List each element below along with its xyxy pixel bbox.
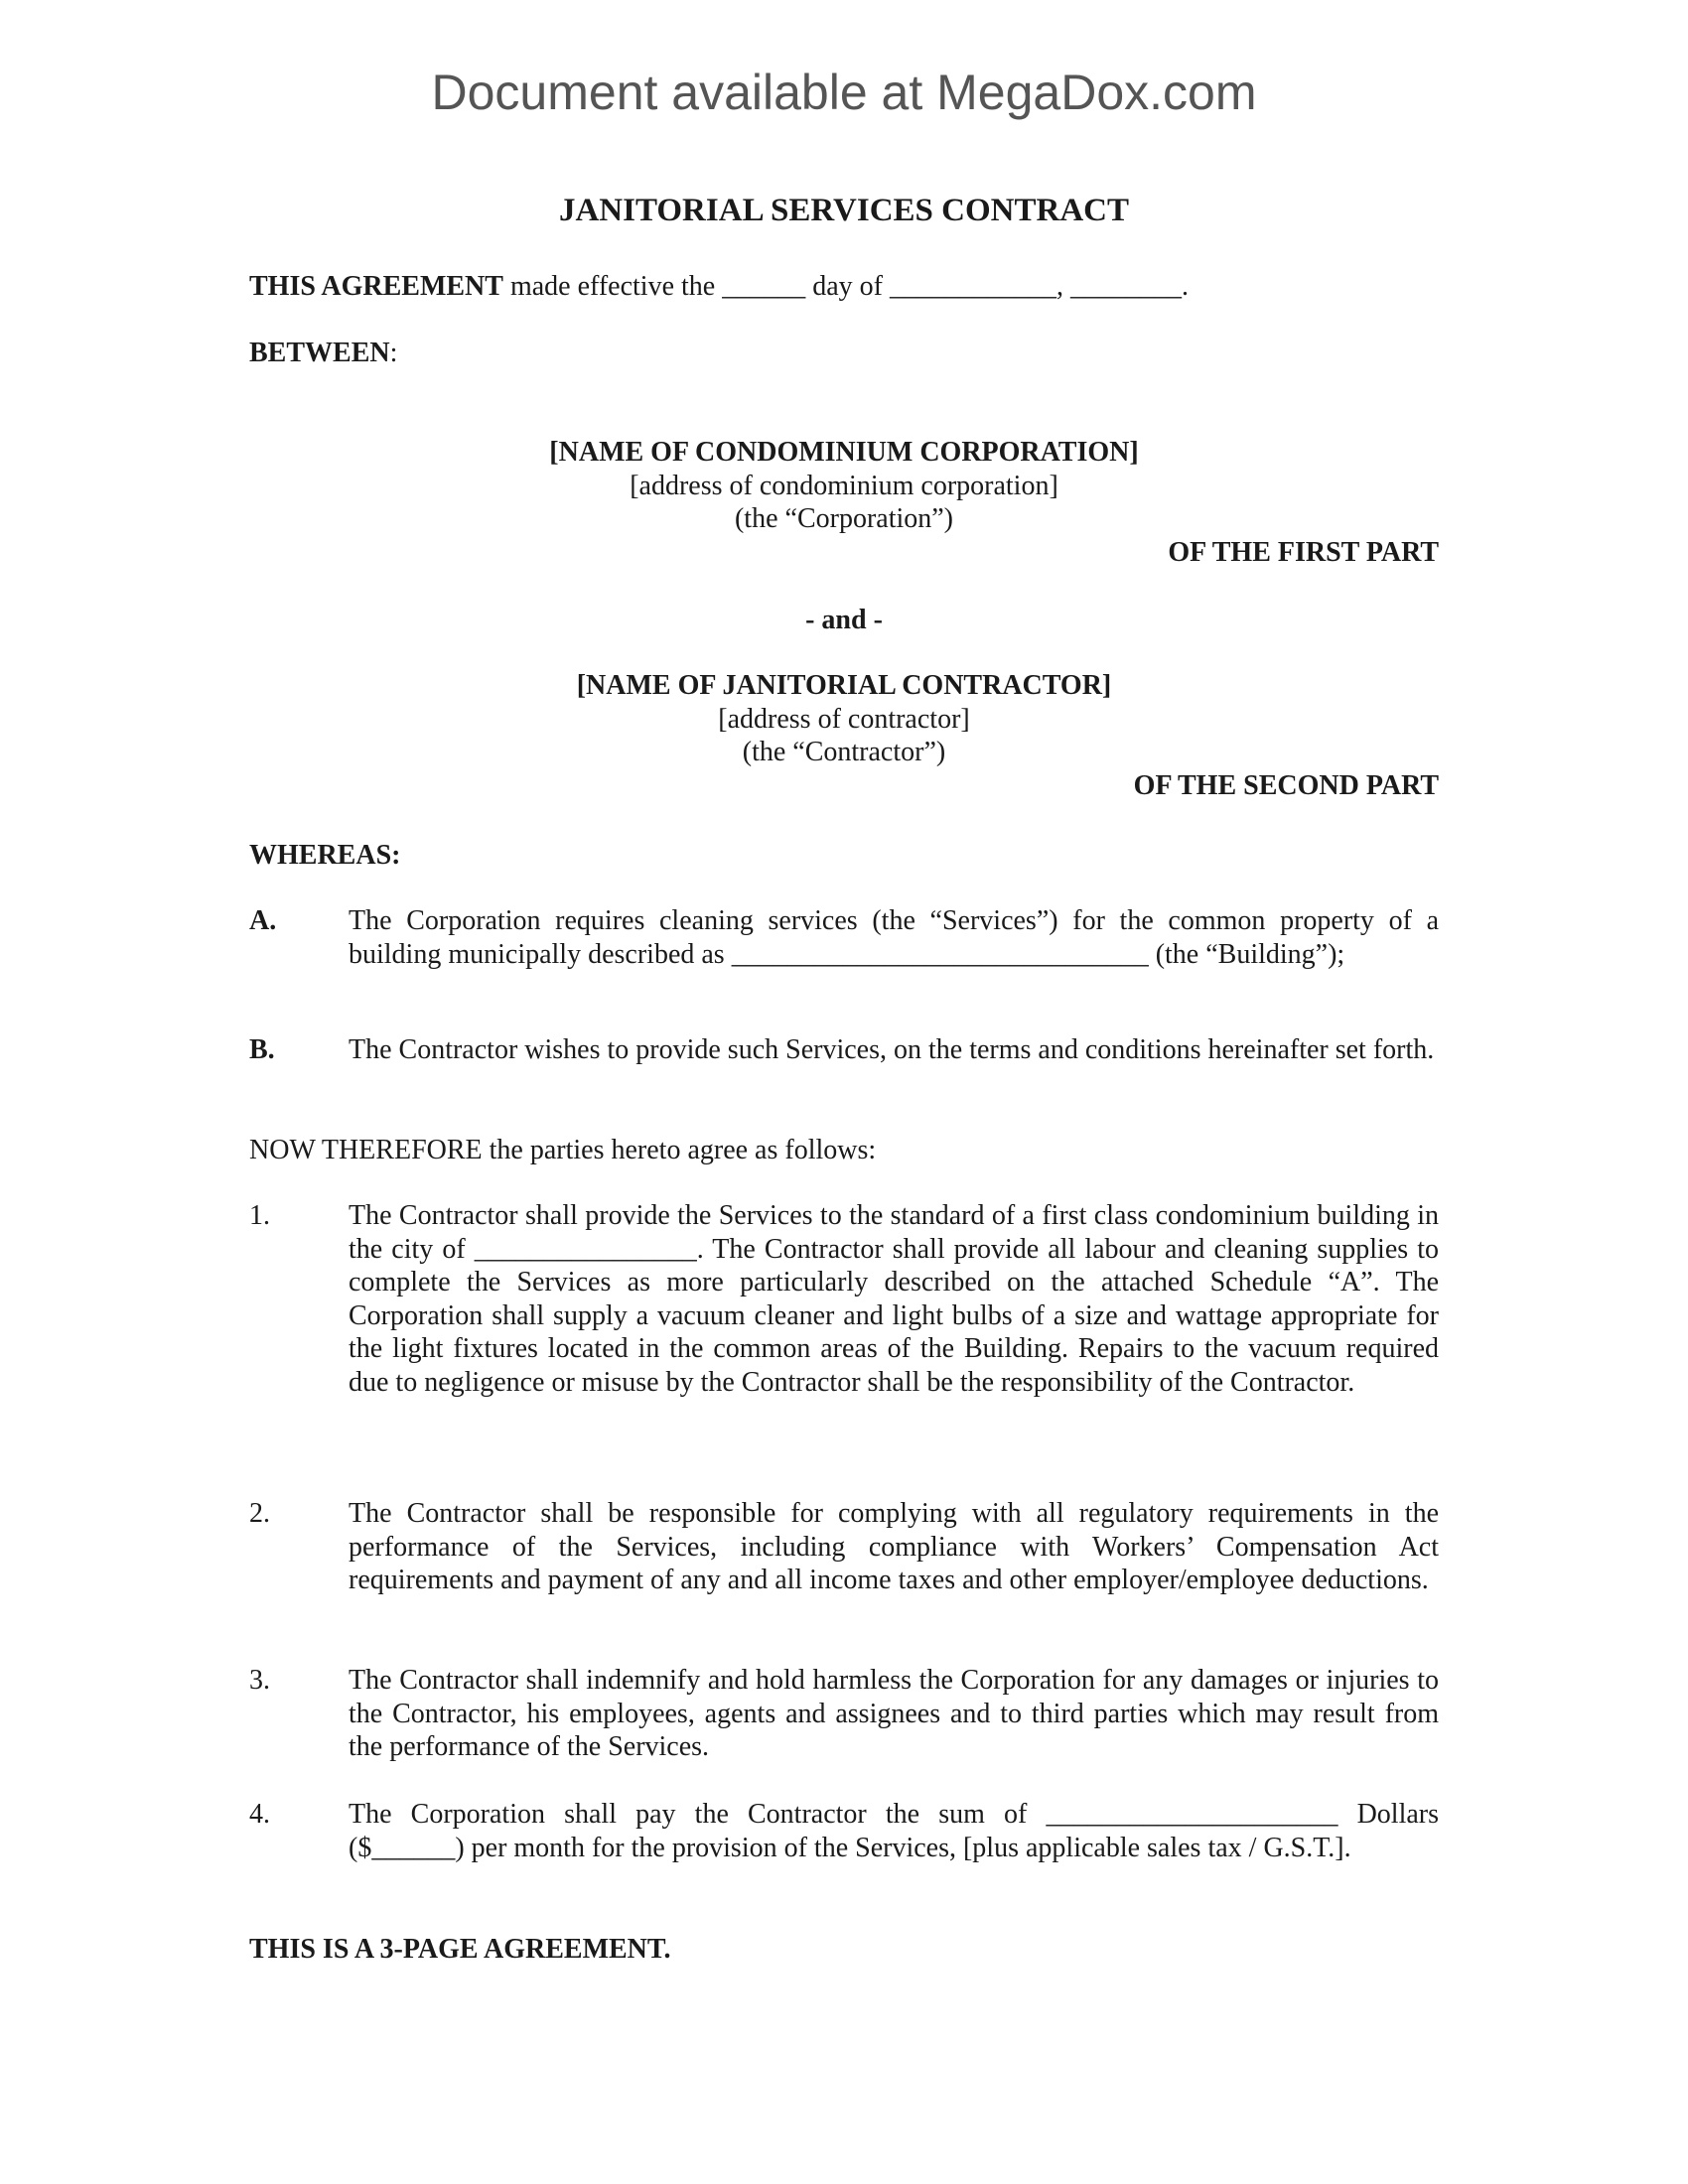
clause-number: 3.: [249, 1665, 270, 1696]
recital-text: The Corporation requires cleaning services (the “Services”) for the common property of a building municipally described as ______________________________ (the “Building”);: [349, 905, 1439, 970]
contract-title: JANITORIAL SERVICES CONTRACT: [558, 193, 1130, 228]
recital-a: [249, 904, 1439, 971]
party-one-name: [NAME OF CONDOMINIUM CORPORATION]: [549, 437, 1139, 468]
recital-label: A.: [249, 905, 277, 936]
clause-number: 1.: [249, 1200, 270, 1231]
page-count-note: THIS IS A 3-PAGE AGREEMENT.: [249, 1934, 671, 1965]
and-separator: - and -: [805, 605, 883, 635]
effective-date-blanks: made effective the ______ day of ____________, ________.: [502, 271, 1189, 302]
clause-3: [249, 1664, 1439, 1764]
clause-4: [249, 1798, 1439, 1864]
recital-label: B.: [249, 1034, 275, 1065]
clause-2: [249, 1497, 1439, 1597]
clause-text: The Contractor shall indemnify and hold harmless the Corporation for any damages or injuries to the Contractor, his employees, agents and assignees and to third parties which may result from the performance of the Services.: [349, 1665, 1439, 1762]
party-two-defined-term: (the “Contractor”): [742, 737, 946, 767]
between-label: BETWEEN: [249, 338, 390, 368]
clause-number: 4.: [249, 1799, 270, 1830]
between-colon: :: [389, 338, 398, 368]
clause-number: 2.: [249, 1498, 270, 1529]
clause-text: The Contractor shall provide the Services to the standard of a first class condominium building in the city of ________________. The Contractor shall provide all labour and cleaning supplies to complete the Services as more particularly described on the attached Schedule “A”. The Corporation shall supply a vacuum cleaner and light bulbs of a size and wattage appropriate for the light fixtures located in the common areas of the Building. Repairs to the vacuum required due to negligence or misuse by the Contractor shall be the responsibility of the Contractor.: [349, 1200, 1439, 1398]
party-one-address: [address of condominium corporation]: [630, 470, 1058, 501]
recital-b: [249, 1033, 1439, 1067]
between-heading: [249, 337, 397, 370]
party-two-block: [249, 669, 1439, 769]
now-therefore-line: NOW THEREFORE the parties hereto agree as follows:: [249, 1135, 877, 1165]
party-one-defined-term: (the “Corporation”): [734, 503, 954, 534]
recital-text: The Contractor wishes to provide such Services, on the terms and conditions hereinafter set forth.: [349, 1034, 1435, 1065]
party-two-name: [NAME OF JANITORIAL CONTRACTOR]: [576, 670, 1112, 701]
whereas-heading: WHEREAS:: [249, 840, 401, 871]
party-one-block: [249, 436, 1439, 536]
first-part-label: OF THE FIRST PART: [1168, 537, 1439, 568]
second-part-label: OF THE SECOND PART: [1133, 770, 1439, 801]
party-two-address: [address of contractor]: [718, 703, 970, 735]
megadox-watermark: Document available at MegaDox.com: [431, 65, 1257, 120]
effective-date-line: [249, 270, 1189, 304]
clause-text: The Corporation shall pay the Contractor the sum of _____________________ Dollars ($______) per month for the provision of the Services, [plus applicable sales tax / G.S.T.].: [349, 1799, 1439, 1863]
clause-1: [249, 1199, 1439, 1399]
clause-text: The Contractor shall be responsible for complying with all regulatory requirements in the performance of the Services, including compliance with Workers’ Compensation Act requirements and payment of any and all income taxes and other employer/employee deductions.: [349, 1498, 1439, 1595]
agreement-lead: THIS AGREEMENT: [249, 271, 503, 302]
